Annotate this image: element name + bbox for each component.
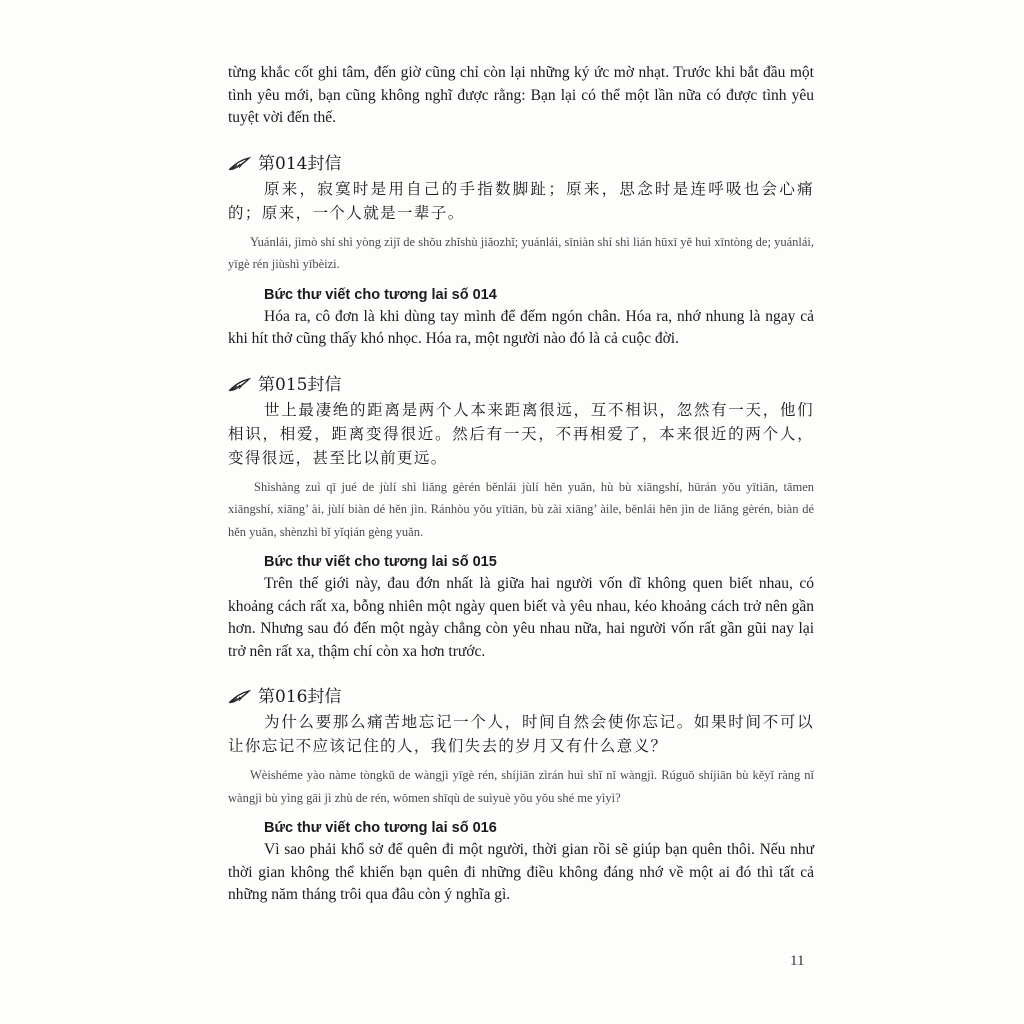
heading-text: 第014封信 [258,153,342,174]
quill-pen-icon [228,156,252,172]
chinese-text: 世上最凄绝的距离是两个人本来距离很远，互不相识，忽然有一天，他们相识，相爱，距离变得很近。然后有一天，不再相爱了，本来很近的两个人，变得很远，甚至比以前更远。 [228,400,814,467]
heading-text: 第016封信 [258,687,342,707]
section-heading [228,152,814,176]
vietnamese-text: Hóa ra, cô đơn là khi dùng tay mình để đếm ngón chân. Hóa ra, nhớ nhung là ngay cả khi hít thở cũng thấy khó nhọc. Hóa ra, một người nào đó là cả cuộc đời. [228,307,814,347]
subheading: Bức thư viết cho tương lai số 015 [264,554,497,570]
quill-pen-icon [228,377,252,393]
subheading: Bức thư viết cho tương lai số 016 [264,820,497,836]
vietnamese-text: Vì sao phải khổ sở để quên đi một người, thời gian rồi sẽ giúp bạn quên thôi. Nếu như thời gian không thể khiến bạn quên đi những điều không đáng nhớ về một ai đó thì tất cả những năm tháng trôi qua đâu còn ý nghĩa gì. [228,841,814,903]
letter-section-016 [228,685,814,907]
vietnamese-text: Trên thế giới này, đau đớn nhất là giữa hai người vốn dĩ không quen biết nhau, có khoảng cách rất xa, bỗng nhiên một ngày quen biết và yêu nhau, kéo khoảng cách trở nên gần hơn. Nhưng sau đó đến một ngày chẳng còn yêu nhau nữa, hai người vốn rất gần gũi nay lại trở nên rất xa, thậm chí còn xa hơn trước. [228,575,814,660]
letter-section-014 [228,152,814,351]
chinese-text: 原来，寂寞时是用自己的手指数脚趾；原来，思念时是连呼吸也会心痛的；原来，一个人就是一辈子。 [228,179,814,222]
pinyin-text: Shìshàng zuì qī jué de jùlí shì liǎng gèrén běnlái jùlí hěn yuǎn, hù bù xiāngshí, hūrán yǒu yītiān, tāmen xiāngshí, xiāng’ ài, jùlí biàn dé hěn jìn. Ránhòu yǒu yītiān, bù zài xiāng’ àile, běnlái hěn jìn de liǎng gèrén, biàn dé hěn yuǎn, shènzhì bǐ yǐqián gèng yuǎn. [228,479,814,539]
section-heading [228,685,814,709]
heading-text: 第015封信 [258,374,342,395]
quill-pen-icon [228,689,252,705]
pinyin-text: Wèishéme yào nàme tòngkǔ de wàngjì yīgè rén, shíjiān zìrán huì shǐ nǐ wàngjì. Rúguǒ shíjiān bù kěyǐ ràng nǐ wàngjì bù yìng gāi jì zhù de rén, wǒmen shīqù de suìyuè yǒu yǒu shé me yìyì? [228,768,814,805]
page-number: 11 [790,953,805,969]
subheading: Bức thư viết cho tương lai số 014 [264,286,497,303]
chinese-text: 为什么要那么痛苦地忘记一个人，时间自然会使你忘记。如果时间不可以让你忘记不应该记住的人，我们失去的岁月又有什么意义？ [228,713,814,755]
pinyin-text: Yuánlái, jìmò shí shì yòng zìjǐ de shǒu zhǐshù jiǎozhǐ; yuánlái, sīniàn shí shì lián hūxī yě huì xīntòng de; yuánlái, yīgè rén jiùshì yībèizi. [228,234,814,271]
letter-section-015 [228,373,814,664]
page-content [228,62,814,907]
intro-paragraph: từng khắc cốt ghi tâm, đến giờ cũng chỉ còn lại những ký ức mờ nhạt. Trước khi bắt đầu một tình yêu mới, bạn cũng không nghĩ được rằng: Bạn lại có thể một lần nữa có được tình yêu tuyệt vời đến thế. [228,64,814,126]
section-heading [228,373,814,397]
